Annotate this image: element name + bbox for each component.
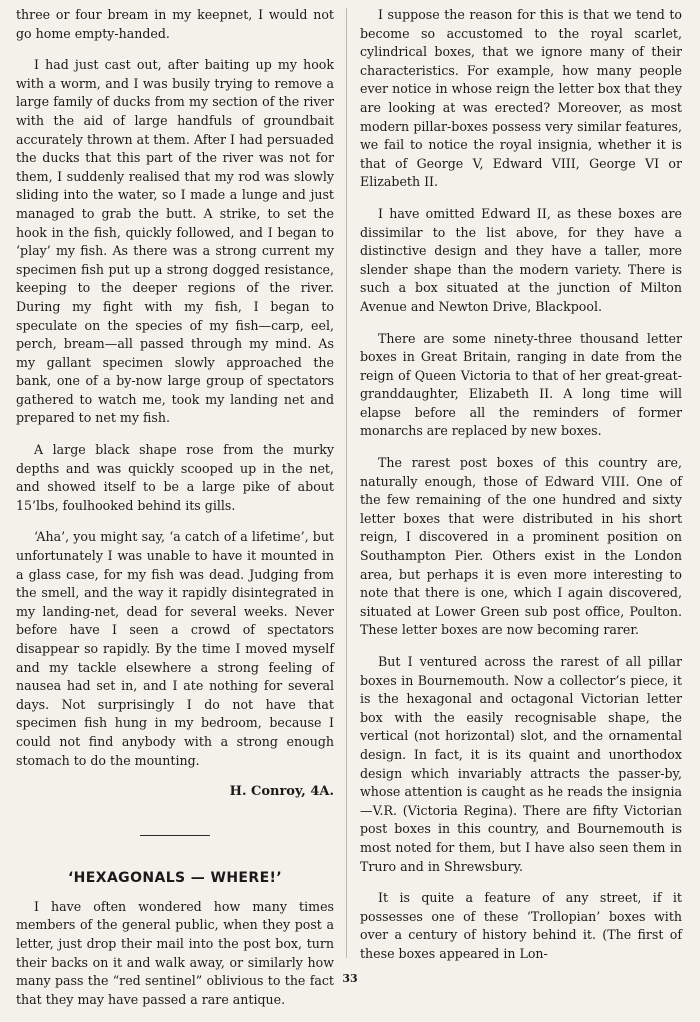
article2-title: ‘HEXAGONALS — WHERE!’ xyxy=(67,869,283,886)
article2-paragraph: It is quite a feature of any street, if it possesses one of these ‘Trollopian’ boxes with over a century of history behind it. (The first of these boxes appeared in Lon- xyxy=(360,890,682,961)
section-divider xyxy=(140,835,210,836)
article1-paragraph: ‘Aha’, you might say, ‘a catch of a lifetime’, but unfortunately I was unable to have it mounted in a glass case, for my fish was dead. Judging from the smell, and the way it rapidly disintegrated in my landing-net, dead for several weeks. Never before have I seen a crowd of spectators disappear so rapidly. By the time I moved myself and my tackle elsewhere a strong feeling of nausea had set in, and I ate nothing for several days. Not surprisingly I do not have that specimen fish hung in my bedroom, because I could not find anybody with a strong enough stomach to do the mounting. xyxy=(16,529,334,768)
article1-paragraph: A large black shape rose from the murky depths and was quickly scooped up in the net, and showed itself to be a large pike of about 15’lbs, foulhooked behind its gills. xyxy=(16,442,334,513)
column-rule xyxy=(346,8,347,958)
article2-paragraph: I have omitted Edward II, as these boxes are dissimilar to the list above, for they have a distinctive design and they have a taller, more slender shape than the modern variety. There is such a box situated at the junction of Milton Avenue and Newton Drive, Blackpool. xyxy=(360,205,682,314)
article1-paragraph: I had just cast out, after baiting up my hook with a worm, and I was busily trying to remove a large family of ducks from my section of the river with the aid of large handfuls of groundbait accurately thrown at them. After I had persuaded the ducks that this part of the river was not for them, I suddenly realised that my rod was slowly sliding into the water, so I made a lunge and just managed to grab the butt. A strike, to set the hook in the fish, quickly followed, and I began to ‘play’ my fish. As there was a strong current my specimen fish put up a strong dogged resistance, keeping to the deeper regions of the river. During my fight with my fish, I began to speculate on the species of my fish—carp, eel, perch, bream—all passed through my mind. As my gallant specimen slowly approached the bank, one of a by-now large group of spectators gathered to watch me, took my landing net and prepared to net my fish. xyxy=(16,57,334,426)
article2-paragraph: I have often wondered how many times members of the general public, when they post a letter, just drop their mail into the post box, turn their backs on it and walk away, or similarly how many pass the “red sentinel” oblivious to the fact that they may have passed a rare antique. xyxy=(16,898,334,1007)
article2-paragraph: But I ventured across the rarest of all pillar boxes in Bournemouth. Now a collector’s piece, it is the hexagonal and octagonal Victorian letter box with the easily recognisable shape, the vertical (not horizontal) slot, and the ornamental design. In fact, it is its quaint and unorthodox design which invariably attracts the passer-by, whose attention is caught as he reads the insignia—V.R. (Victoria Regina). There are fifty Victorian post boxes in this country, and Bournemouth is most noted for them, but I have also seen them in Truro and in Shrewsbury. xyxy=(360,654,682,874)
right-column xyxy=(360,6,682,977)
page-number: 33 xyxy=(342,972,358,985)
article2-paragraph: The rarest post boxes of this country are, naturally enough, those of Edward VIII. One of the few remaining of the one hundred and sixty letter boxes that were distributed in his short reign, I discovered in a prominent position on Southampton Pier. Others exist in the London area, but perhaps it is even more interesting to note that there is one, which I again discovered, situated at Lower Green sub post office, Poulton. These letter boxes are now becoming rarer. xyxy=(360,455,682,638)
article2-paragraph: I suppose the reason for this is that we tend to become so accustomed to the royal scarlet, cylindrical boxes, that we ignore many of their characteristics. For example, how many people ever notice in whose reign the letter box that they are looking at was erected? Moreover, as most modern pillar-boxes possess very similar features, we fail to notice the royal insignia, whether it is that of George V, Edward VIII, George VI or Elizabeth II. xyxy=(360,7,682,190)
article1-author: H. Conroy, 4A. xyxy=(229,784,334,800)
left-column xyxy=(16,6,334,1022)
article1-paragraph: three or four bream in my keepnet, I would not go home empty-handed. xyxy=(16,7,334,41)
article2-paragraph: There are some ninety-three thousand letter boxes in Great Britain, ranging in date from the reign of Queen Victoria to that of her great-great-granddaughter, Elizabeth II. A long time will elapse before all the reminders of former monarchs are replaced by new boxes. xyxy=(360,330,682,439)
